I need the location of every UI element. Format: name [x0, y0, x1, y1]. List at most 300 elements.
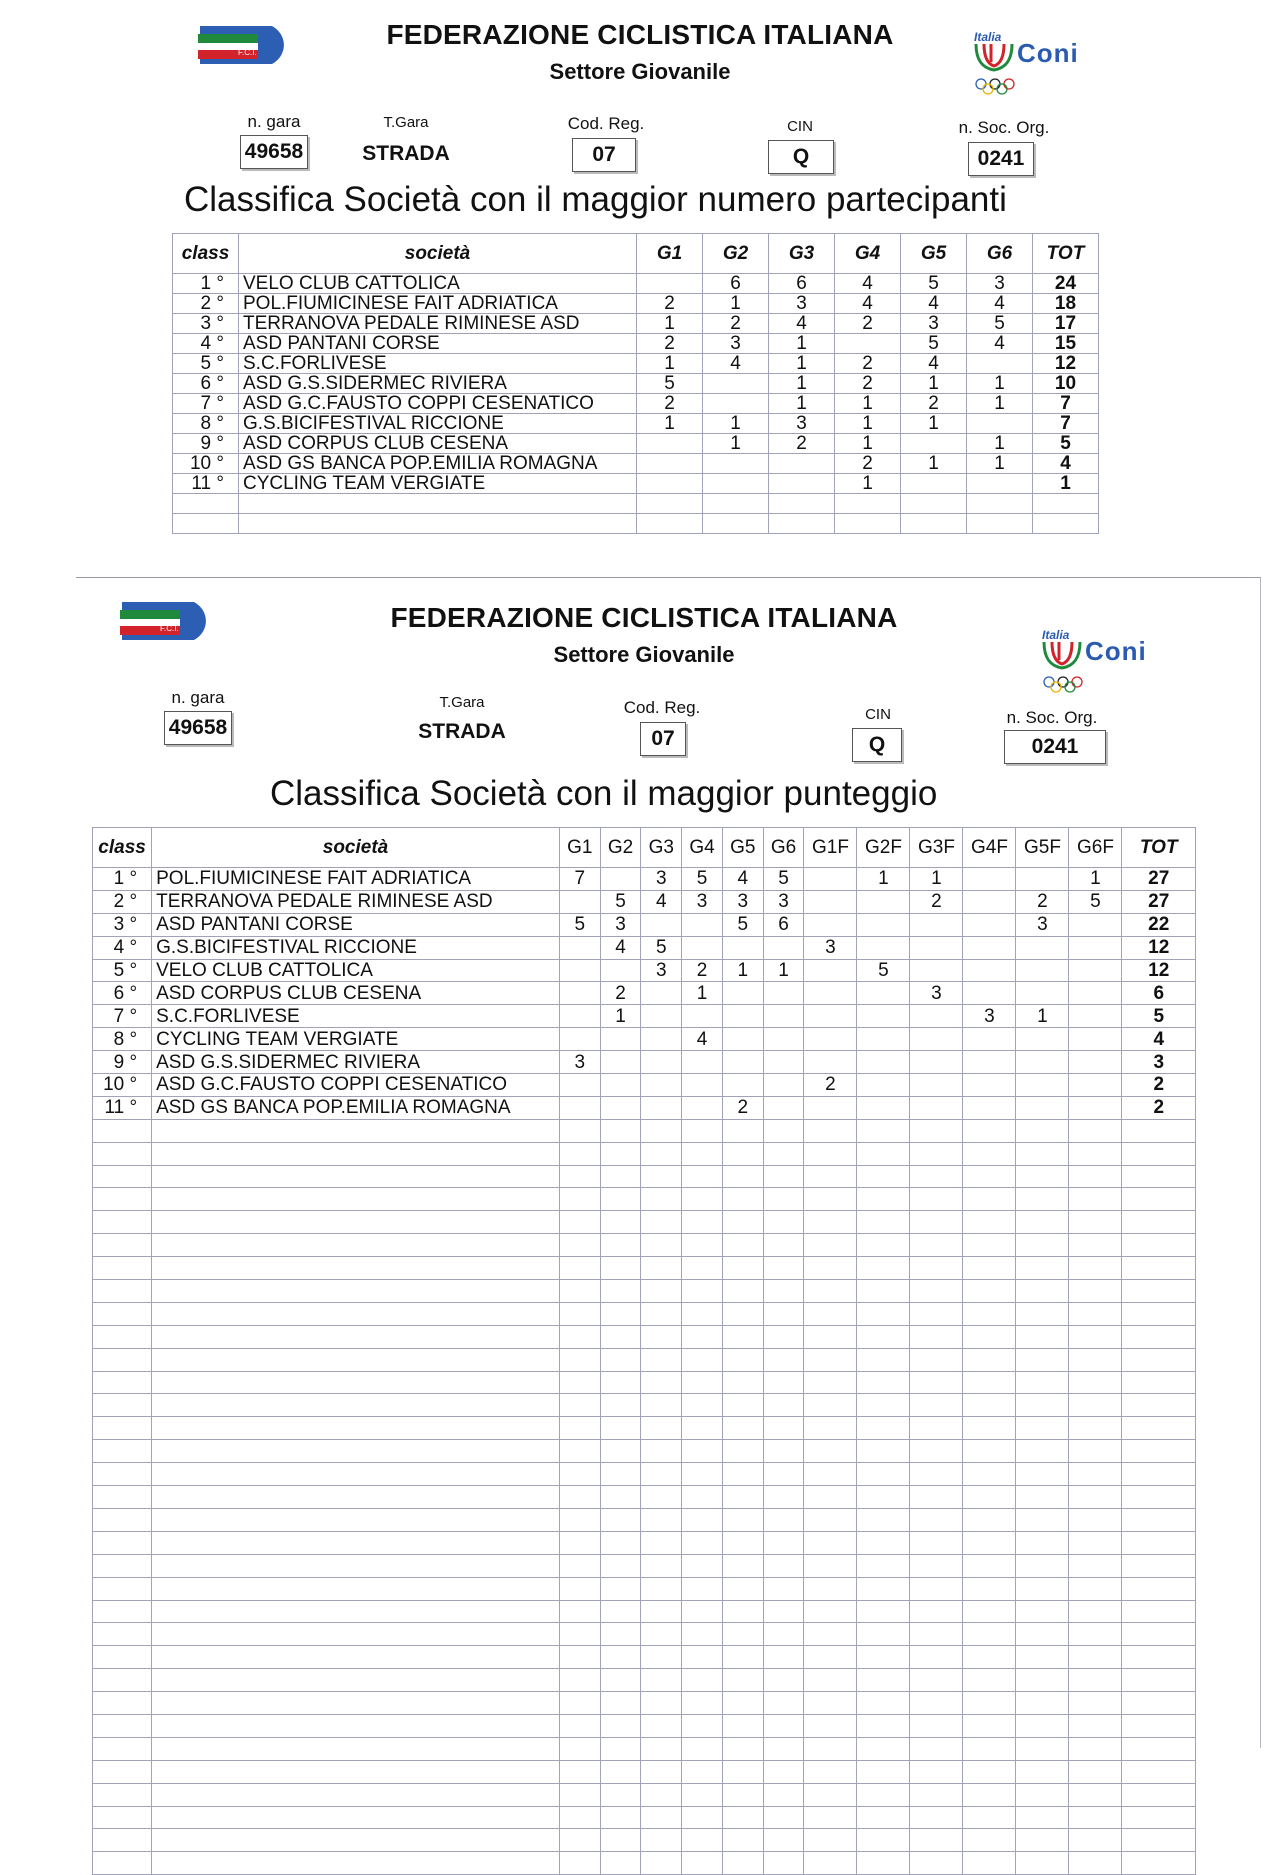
score-cell: 1	[722, 959, 763, 982]
score-cell	[857, 913, 910, 936]
blank-row	[93, 1714, 1196, 1737]
blank-cell	[722, 1783, 763, 1806]
n-gara-label: n. gara	[171, 688, 225, 707]
blank-cell	[1016, 1508, 1069, 1531]
blank-cell	[600, 1783, 641, 1806]
blank-cell	[682, 1852, 723, 1875]
score-cell	[600, 868, 641, 891]
score-cell	[963, 1096, 1016, 1119]
blank-row	[93, 1188, 1196, 1211]
blank-cell	[857, 1508, 910, 1531]
blank-cell	[682, 1531, 723, 1554]
soc-org-label: n. Soc. Org.	[958, 118, 1050, 137]
blank-cell	[239, 514, 637, 534]
blank-cell	[641, 1646, 682, 1669]
blank-row	[93, 1417, 1196, 1440]
blank-cell	[600, 1692, 641, 1715]
blank-cell	[857, 1302, 910, 1325]
blank-cell	[910, 1737, 963, 1760]
points-col-class: class	[93, 828, 152, 868]
score-cell: 6	[763, 913, 804, 936]
t-gara-label: T.Gara	[383, 114, 429, 131]
points-col-g4: G4	[682, 828, 723, 868]
blank-cell	[963, 1417, 1016, 1440]
t-gara-label: T.Gara	[439, 694, 485, 711]
blank-cell	[1069, 1852, 1122, 1875]
blank-cell	[763, 1737, 804, 1760]
blank-cell	[682, 1211, 723, 1234]
blank-cell	[804, 1783, 857, 1806]
score-cell: 5	[600, 890, 641, 913]
blank-cell	[910, 1829, 963, 1852]
table-row	[93, 1005, 1196, 1028]
blank-cell	[804, 1188, 857, 1211]
n-gara-label: n. gara	[247, 112, 301, 131]
blank-cell	[1122, 1325, 1196, 1348]
blank-cell	[703, 494, 769, 514]
blank-cell	[1069, 1577, 1122, 1600]
blank-cell	[722, 1852, 763, 1875]
score-cell: 1	[967, 434, 1033, 454]
blank-row	[93, 1325, 1196, 1348]
blank-cell	[1069, 1623, 1122, 1646]
blank-cell	[1122, 1371, 1196, 1394]
rank-cell: 11 °	[93, 1096, 152, 1119]
rank-cell: 7 °	[93, 1005, 152, 1028]
total-cell: 5	[1033, 434, 1099, 454]
score-cell	[963, 890, 1016, 913]
score-cell	[963, 868, 1016, 891]
blank-cell	[910, 1623, 963, 1646]
score-cell: 5	[901, 274, 967, 294]
blank-cell	[857, 1348, 910, 1371]
team-name-cell: ASD G.S.SIDERMEC RIVIERA	[152, 1051, 560, 1074]
table-row	[93, 868, 1196, 891]
score-cell	[1016, 1051, 1069, 1074]
blank-cell	[910, 1486, 963, 1509]
score-cell: 2	[835, 454, 901, 474]
score-cell: 2	[637, 334, 703, 354]
score-cell: 4	[600, 936, 641, 959]
blank-cell	[1016, 1531, 1069, 1554]
blank-cell	[93, 1508, 152, 1531]
score-cell	[763, 982, 804, 1005]
rank-cell: 4 °	[93, 936, 152, 959]
blank-cell	[682, 1417, 723, 1440]
table-row	[93, 936, 1196, 959]
blank-cell	[641, 1600, 682, 1623]
rank-cell: 2 °	[173, 294, 239, 314]
blank-cell	[559, 1280, 600, 1303]
blank-cell	[763, 1463, 804, 1486]
blank-cell	[963, 1852, 1016, 1875]
blank-cell	[152, 1714, 560, 1737]
blank-cell	[641, 1692, 682, 1715]
blank-cell	[763, 1646, 804, 1669]
blank-cell	[1069, 1646, 1122, 1669]
t-gara-value: STRADA	[418, 720, 506, 743]
score-cell: 1	[769, 374, 835, 394]
blank-cell	[1016, 1760, 1069, 1783]
blank-cell	[963, 1646, 1016, 1669]
blank-cell	[600, 1417, 641, 1440]
blank-cell	[722, 1463, 763, 1486]
score-cell: 1	[967, 374, 1033, 394]
blank-cell	[910, 1600, 963, 1623]
blank-row	[93, 1348, 1196, 1371]
blank-cell	[682, 1348, 723, 1371]
score-cell	[559, 936, 600, 959]
blank-cell	[559, 1119, 600, 1142]
blank-cell	[1122, 1508, 1196, 1531]
blank-cell	[93, 1531, 152, 1554]
blank-cell	[910, 1165, 963, 1188]
blank-cell	[1033, 514, 1099, 534]
score-cell	[835, 334, 901, 354]
team-name-cell: ASD PANTANI CORSE	[239, 334, 637, 354]
score-cell: 1	[967, 454, 1033, 474]
total-cell: 12	[1122, 936, 1196, 959]
blank-cell	[1122, 1119, 1196, 1142]
blank-cell	[857, 1623, 910, 1646]
blank-cell	[559, 1554, 600, 1577]
blank-cell	[763, 1829, 804, 1852]
blank-cell	[600, 1165, 641, 1188]
points-col-g3f: G3F	[910, 828, 963, 868]
blank-row	[93, 1577, 1196, 1600]
rank-cell: 8 °	[93, 1028, 152, 1051]
blank-cell	[1122, 1554, 1196, 1577]
score-cell	[769, 454, 835, 474]
blank-cell	[152, 1646, 560, 1669]
blank-row	[93, 1371, 1196, 1394]
score-cell	[1016, 1096, 1069, 1119]
blank-cell	[804, 1646, 857, 1669]
fci-logo-text: F.C.I.	[160, 624, 179, 633]
blank-cell	[857, 1417, 910, 1440]
blank-cell	[763, 1600, 804, 1623]
score-cell: 3	[703, 334, 769, 354]
blank-cell	[600, 1806, 641, 1829]
blank-cell	[93, 1234, 152, 1257]
score-cell: 3	[763, 890, 804, 913]
blank-cell	[804, 1623, 857, 1646]
blank-cell	[910, 1531, 963, 1554]
table-row	[93, 959, 1196, 982]
table-row	[173, 374, 1099, 394]
blank-cell	[600, 1257, 641, 1280]
score-cell	[1016, 982, 1069, 1005]
blank-cell	[763, 1234, 804, 1257]
blank-cell	[763, 1554, 804, 1577]
score-cell	[1069, 1096, 1122, 1119]
score-cell: 5	[1069, 890, 1122, 913]
score-cell: 1	[703, 414, 769, 434]
blank-cell	[1016, 1714, 1069, 1737]
blank-cell	[804, 1737, 857, 1760]
score-cell	[600, 1028, 641, 1051]
blank-cell	[763, 1188, 804, 1211]
blank-cell	[910, 1211, 963, 1234]
blank-cell	[763, 1119, 804, 1142]
blank-cell	[1069, 1348, 1122, 1371]
score-cell	[722, 1074, 763, 1097]
blank-cell	[804, 1463, 857, 1486]
blank-cell	[722, 1165, 763, 1188]
blank-row	[93, 1669, 1196, 1692]
cod-reg-value: 07	[572, 138, 636, 172]
total-cell: 7	[1033, 394, 1099, 414]
blank-cell	[901, 494, 967, 514]
blank-row	[93, 1440, 1196, 1463]
blank-cell	[682, 1394, 723, 1417]
blank-cell	[559, 1852, 600, 1875]
blank-cell	[682, 1463, 723, 1486]
score-cell	[910, 1074, 963, 1097]
blank-cell	[1016, 1142, 1069, 1165]
score-cell: 5	[641, 936, 682, 959]
blank-cell	[910, 1692, 963, 1715]
blank-cell	[963, 1554, 1016, 1577]
blank-cell	[857, 1211, 910, 1234]
fci-logo	[194, 20, 298, 68]
blank-cell	[722, 1714, 763, 1737]
blank-cell	[682, 1646, 723, 1669]
blank-cell	[600, 1280, 641, 1303]
blank-cell	[641, 1669, 682, 1692]
blank-cell	[910, 1783, 963, 1806]
blank-cell	[804, 1760, 857, 1783]
participants-col-tot: TOT	[1033, 234, 1099, 274]
blank-row	[93, 1302, 1196, 1325]
score-cell	[804, 1028, 857, 1051]
score-cell	[703, 374, 769, 394]
blank-cell	[763, 1508, 804, 1531]
blank-cell	[804, 1348, 857, 1371]
blank-cell	[1016, 1577, 1069, 1600]
blank-cell	[910, 1760, 963, 1783]
score-cell	[722, 1051, 763, 1074]
blank-cell	[963, 1829, 1016, 1852]
blank-cell	[901, 514, 967, 534]
blank-cell	[559, 1646, 600, 1669]
blank-cell	[559, 1463, 600, 1486]
blank-cell	[1122, 1165, 1196, 1188]
score-cell	[641, 913, 682, 936]
total-cell: 7	[1033, 414, 1099, 434]
blank-cell	[152, 1440, 560, 1463]
blank-cell	[1069, 1165, 1122, 1188]
score-cell: 5	[857, 959, 910, 982]
blank-cell	[682, 1165, 723, 1188]
blank-cell	[93, 1760, 152, 1783]
blank-cell	[641, 1714, 682, 1737]
blank-cell	[722, 1669, 763, 1692]
blank-cell	[559, 1577, 600, 1600]
blank-cell	[857, 1760, 910, 1783]
blank-cell	[804, 1257, 857, 1280]
blank-cell	[722, 1577, 763, 1600]
blank-cell	[804, 1600, 857, 1623]
score-cell	[967, 354, 1033, 374]
score-cell: 1	[835, 414, 901, 434]
blank-cell	[722, 1394, 763, 1417]
blank-row	[93, 1692, 1196, 1715]
blank-cell	[641, 1119, 682, 1142]
blank-cell	[763, 1623, 804, 1646]
blank-cell	[1016, 1234, 1069, 1257]
score-cell: 1	[1016, 1005, 1069, 1028]
blank-row	[93, 1783, 1196, 1806]
total-cell: 27	[1122, 890, 1196, 913]
cin-label: CIN	[787, 118, 813, 135]
blank-cell	[1016, 1165, 1069, 1188]
blank-cell	[763, 1371, 804, 1394]
blank-cell	[1016, 1669, 1069, 1692]
blank-row	[93, 1829, 1196, 1852]
rank-cell: 10 °	[93, 1074, 152, 1097]
blank-cell	[1069, 1394, 1122, 1417]
blank-cell	[910, 1142, 963, 1165]
blank-cell	[93, 1600, 152, 1623]
blank-cell	[804, 1806, 857, 1829]
blank-cell	[1016, 1325, 1069, 1348]
t-gara-value: STRADA	[362, 142, 450, 165]
blank-cell	[722, 1737, 763, 1760]
score-cell	[1069, 959, 1122, 982]
score-cell: 3	[910, 982, 963, 1005]
blank-cell	[1016, 1646, 1069, 1669]
blank-cell	[763, 1211, 804, 1234]
blank-cell	[1069, 1325, 1122, 1348]
blank-cell	[857, 1554, 910, 1577]
blank-row	[93, 1737, 1196, 1760]
blank-cell	[152, 1486, 560, 1509]
blank-cell	[1016, 1302, 1069, 1325]
blank-cell	[152, 1531, 560, 1554]
rank-cell: 7 °	[173, 394, 239, 414]
blank-cell	[152, 1211, 560, 1234]
blank-cell	[600, 1394, 641, 1417]
blank-row	[93, 1531, 1196, 1554]
blank-cell	[600, 1325, 641, 1348]
blank-cell	[1122, 1463, 1196, 1486]
blank-cell	[804, 1531, 857, 1554]
score-cell	[910, 1051, 963, 1074]
blank-cell	[641, 1142, 682, 1165]
blank-cell	[682, 1760, 723, 1783]
blank-cell	[763, 1531, 804, 1554]
blank-cell	[93, 1119, 152, 1142]
blank-cell	[910, 1554, 963, 1577]
score-cell: 1	[769, 334, 835, 354]
blank-cell	[1016, 1440, 1069, 1463]
blank-cell	[722, 1692, 763, 1715]
blank-cell	[93, 1142, 152, 1165]
blank-cell	[804, 1440, 857, 1463]
total-cell: 2	[1122, 1074, 1196, 1097]
score-cell: 2	[722, 1096, 763, 1119]
blank-cell	[910, 1714, 963, 1737]
score-cell	[1069, 982, 1122, 1005]
n-gara-value: 49658	[164, 711, 232, 745]
blank-cell	[682, 1692, 723, 1715]
score-cell	[763, 1074, 804, 1097]
score-cell	[857, 890, 910, 913]
score-cell	[963, 913, 1016, 936]
score-cell: 2	[901, 394, 967, 414]
rank-cell: 5 °	[93, 959, 152, 982]
blank-row	[93, 1600, 1196, 1623]
blank-row	[93, 1280, 1196, 1303]
blank-cell	[722, 1531, 763, 1554]
blank-cell	[152, 1348, 560, 1371]
score-cell	[1069, 1051, 1122, 1074]
blank-cell	[1069, 1692, 1122, 1715]
score-cell: 1	[600, 1005, 641, 1028]
blank-cell	[963, 1806, 1016, 1829]
soc-org-value: 0241	[1004, 730, 1106, 764]
table-row	[173, 354, 1099, 374]
blank-cell	[1122, 1211, 1196, 1234]
blank-cell	[93, 1280, 152, 1303]
blank-cell	[559, 1325, 600, 1348]
blank-cell	[910, 1646, 963, 1669]
blank-cell	[967, 494, 1033, 514]
score-cell: 2	[600, 982, 641, 1005]
score-cell: 2	[835, 374, 901, 394]
blank-cell	[857, 1806, 910, 1829]
team-name-cell: POL.FIUMICINESE FAIT ADRIATICA	[239, 294, 637, 314]
blank-cell	[857, 1325, 910, 1348]
blank-cell	[722, 1302, 763, 1325]
blank-cell	[1069, 1554, 1122, 1577]
blank-cell	[722, 1257, 763, 1280]
blank-cell	[93, 1852, 152, 1875]
score-cell: 3	[641, 868, 682, 891]
blank-cell	[769, 494, 835, 514]
blank-row	[93, 1463, 1196, 1486]
blank-cell	[1122, 1394, 1196, 1417]
total-cell: 17	[1033, 314, 1099, 334]
team-name-cell: TERRANOVA PEDALE RIMINESE ASD	[152, 890, 560, 913]
rank-cell: 3 °	[93, 913, 152, 936]
blank-cell	[1016, 1280, 1069, 1303]
table-row	[173, 394, 1099, 414]
blank-cell	[963, 1440, 1016, 1463]
points-table	[92, 827, 1196, 1875]
blank-row	[93, 1165, 1196, 1188]
coni-flag-icon	[972, 42, 1016, 72]
blank-cell	[152, 1394, 560, 1417]
blank-cell	[722, 1508, 763, 1531]
blank-cell	[93, 1646, 152, 1669]
table-row	[173, 454, 1099, 474]
blank-row	[93, 1852, 1196, 1875]
blank-cell	[559, 1211, 600, 1234]
score-cell	[804, 890, 857, 913]
blank-cell	[1033, 494, 1099, 514]
blank-cell	[641, 1211, 682, 1234]
team-name-cell: CYCLING TEAM VERGIATE	[239, 474, 637, 494]
blank-cell	[152, 1302, 560, 1325]
score-cell	[722, 1005, 763, 1028]
blank-cell	[173, 514, 239, 534]
score-cell	[857, 982, 910, 1005]
blank-cell	[963, 1692, 1016, 1715]
table1-title: Classifica Società con il maggior numero partecipanti	[184, 180, 1007, 219]
blank-cell	[93, 1486, 152, 1509]
